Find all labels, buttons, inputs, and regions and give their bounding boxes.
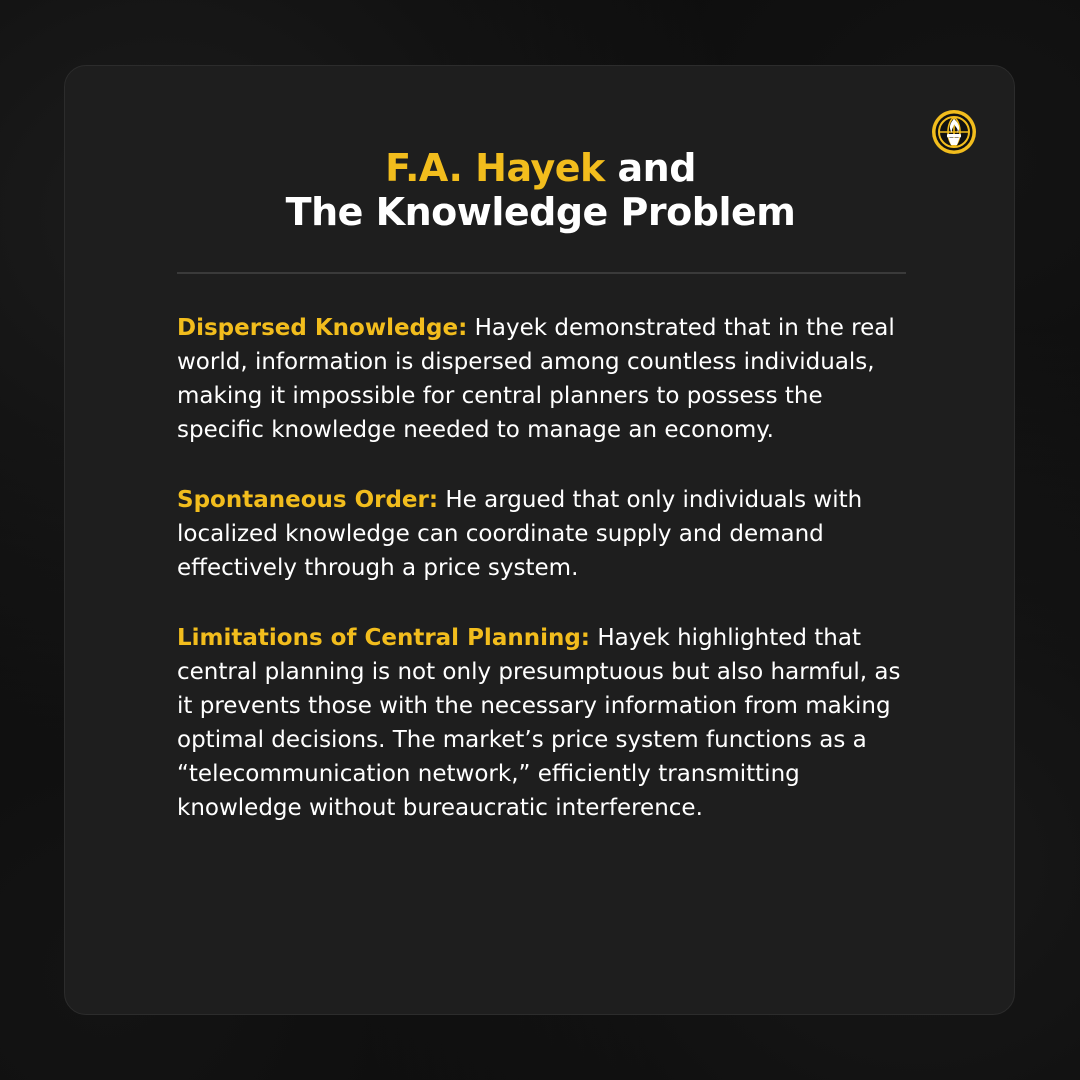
section-limitations-of-central-planning xyxy=(177,621,912,825)
title-line1-rest: and xyxy=(604,146,696,190)
sections-list xyxy=(177,311,912,861)
title-accent: F.A. Hayek xyxy=(385,146,605,190)
page-title xyxy=(65,146,1016,234)
section-label: Dispersed Knowledge: xyxy=(177,315,468,341)
section-text: He argued that only individuals with localized knowledge can coordinate supply and demand effectively through a price system. xyxy=(177,487,863,581)
title-line2: The Knowledge Problem xyxy=(285,190,796,234)
section-text: Hayek highlighted that central planning is not only presumptuous but also harmful, as it prevents those with the necessary information from making optimal decisions. The market’s price system functions as a “telecommunication network,” efficiently transmitting knowledge without bureaucratic interference. xyxy=(177,625,901,821)
title-divider xyxy=(177,272,906,274)
section-spontaneous-order xyxy=(177,483,912,585)
section-label: Limitations of Central Planning: xyxy=(177,625,591,651)
section-dispersed-knowledge xyxy=(177,311,912,447)
content-card xyxy=(64,65,1015,1015)
section-label: Spontaneous Order: xyxy=(177,487,439,513)
section-text: Hayek demonstrated that in the real world, information is dispersed among countless individuals, making it impossible for central planners to possess the specific knowledge needed to manage an economy. xyxy=(177,315,895,443)
